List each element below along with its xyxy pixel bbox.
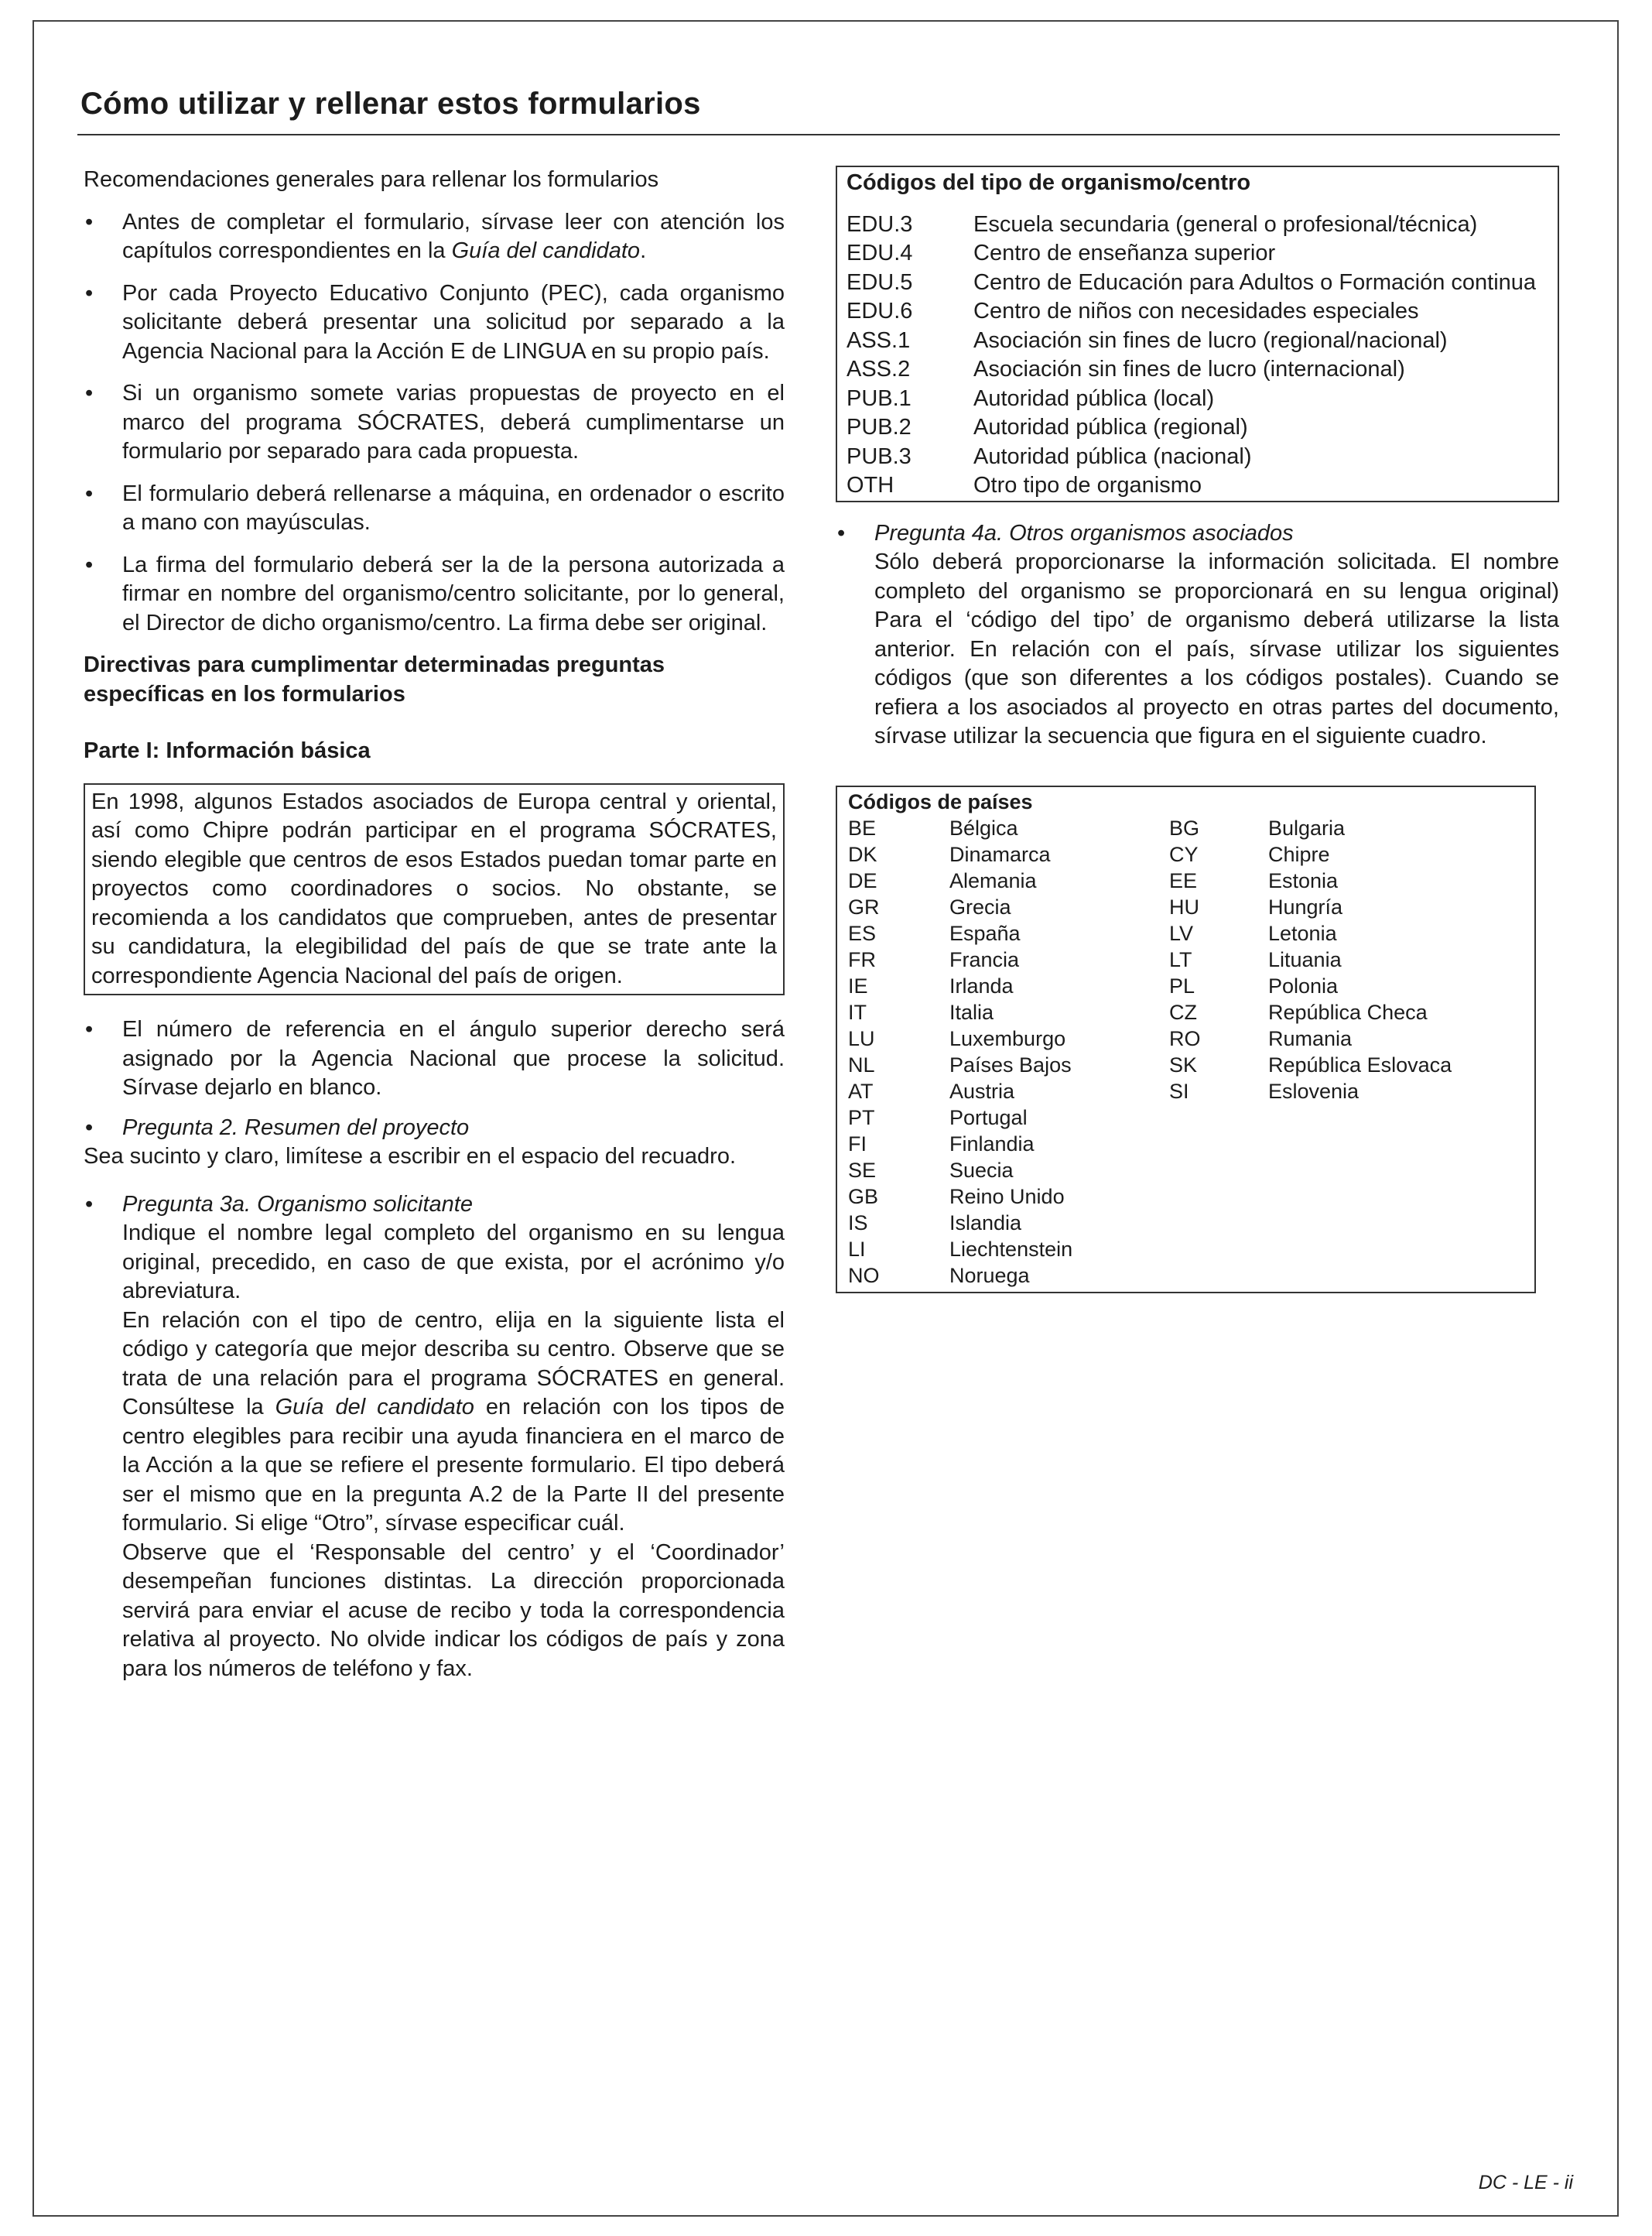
general-recommendations-heading: Recomendaciones generales para rellenar los formularios (84, 167, 659, 192)
country-name: Letonia (1268, 921, 1337, 945)
country-code: GR (848, 895, 880, 919)
country-code: LI (848, 1237, 866, 1261)
country-name: Eslovenia (1268, 1079, 1360, 1103)
list-item: • Por cada Proyecto Educativo Conjunto (PEC), cada organismo solicitante deberá presentar una solicitud por separado a la Agencia Nacional para la Acción E de LINGUA en su propio país. (85, 280, 785, 364)
country-code: CZ (1169, 1000, 1197, 1024)
question-4a-title: Pregunta 4a. Otros organismos asociados (874, 520, 1294, 546)
country-name: Reino Unido (949, 1184, 1065, 1208)
question-3a-list (84, 1190, 785, 1220)
question-3a-paragraph-3: Observe que el ‘Responsable del centro’ y el ‘Coordinador’ desempeñan funciones distintas. La dirección proporcionada servirá para enviar el acuse de recibo y toda la correspondencia relativa al proyecto. No olvide indicar los códigos de país y zona para los números de teléfono y fax. (122, 1539, 785, 1681)
country-code: DK (848, 842, 877, 866)
list-item (836, 519, 1559, 549)
question-3a-paragraph-2: En relación con el tipo de centro, elija en la siguiente lista el código y categoría que mejor describa su centro. Observe que se trata de una relación para el programa SÓCRATES en general. Consúltese la Guía del candidato en relación con los tipos de centro elegibles para recibir una ayuda financiera en el marco de la Acción a la que se refiere el presente formulario. El tipo deberá ser el mismo que en la pregunta A.2 de la Parte II del presente formulario. Si elige “Otro”, sírvase especificar cuál. (122, 1307, 785, 1536)
left-column (84, 166, 785, 1683)
country-code: FI (848, 1132, 867, 1156)
country-name: República Checa (1268, 1000, 1428, 1024)
list-item (84, 1190, 785, 1220)
country-code: DE (848, 868, 877, 892)
country-name: España (949, 921, 1021, 945)
country-name: Bélgica (949, 816, 1018, 840)
bullet-icon: • (85, 1115, 94, 1140)
country-name: Irlanda (949, 974, 1014, 998)
part1-heading: Parte I: Información básica (84, 738, 371, 763)
country-name: Grecia (949, 895, 1011, 919)
country-code: ES (848, 921, 877, 945)
country-code: LT (1169, 947, 1192, 971)
country-code: SI (1169, 1079, 1189, 1103)
country-name: Hungría (1268, 895, 1343, 919)
title-rule (77, 134, 1560, 135)
country-code: AT (848, 1079, 874, 1103)
country-code: BE (848, 816, 877, 840)
country-name: Países Bajos (949, 1053, 1072, 1077)
country-codes-grid (848, 815, 1524, 1289)
general-recommendations-list (84, 208, 785, 639)
code-row: EDU.5 Centro de Educación para Adultos o Formación continua (847, 269, 1537, 295)
country-code: IS (848, 1210, 868, 1234)
country-code: PT (848, 1105, 875, 1129)
country-name: Portugal (949, 1105, 1028, 1129)
question-4a-text: Sólo deberá proporcionarse la información solicitada. El nombre completo del organismo se proporcionará en su lengua original) Para el ‘código del tipo’ de organismo deberá utilizarse la lista anterior. En relación con el país, sírvase utilizar los siguientes códigos (que son diferentes a los códigos postales). Cuando se refiera a los asociados al proyecto en otras partes del documento, sírvase utilizar la secuencia que figura en el siguiente cuadro. (874, 550, 1559, 748)
country-code: LV (1169, 921, 1194, 945)
country-code: EE (1169, 868, 1198, 892)
country-names-column-1 (949, 815, 1169, 1289)
bullet-icon: • (85, 552, 94, 577)
country-code: BG (1169, 816, 1200, 840)
country-code: IT (848, 1000, 867, 1024)
list-item: • Antes de completar el formulario, sírvase leer con atención los capítulos correspondientes en la Guía del candidato. (85, 209, 785, 263)
question-2-text: Sea sucinto y claro, limítese a escribir en el espacio del recuadro. (84, 1144, 737, 1169)
list-item: • Si un organismo somete varias propuestas de proyecto en el marco del programa SÓCRATES, deberá cumplimentarse un formulario por separado para cada propuesta. (85, 381, 785, 464)
country-name: Austria (949, 1079, 1015, 1103)
country-code: SK (1169, 1053, 1198, 1077)
country-name: Alemania (949, 868, 1037, 892)
code-row: ASS.2 Asociación sin fines de lucro (internacional) (847, 357, 1405, 382)
code-row: PUB.2 Autoridad pública (regional) (847, 415, 1248, 440)
list-item: • La firma del formulario deberá ser la de la persona autorizada a firmar en nombre del organismo/centro solicitante, por lo general, el Director de dicho organismo/centro. La firma debe ser original. (85, 552, 785, 635)
bullet-icon: • (85, 1017, 94, 1042)
country-name: Estonia (1268, 868, 1339, 892)
bullet-icon: • (837, 520, 846, 546)
country-codes-column-2 (1169, 815, 1268, 1289)
organisation-codes-box (836, 166, 1559, 502)
country-codes-heading: Códigos de países (848, 789, 1033, 813)
code-row: PUB.3 Autoridad pública (nacional) (847, 443, 1252, 469)
country-name: Finlandia (949, 1132, 1035, 1156)
question-2-title: Pregunta 2. Resumen del proyecto (122, 1115, 470, 1140)
question-4a-list (836, 519, 1559, 549)
country-code: IE (848, 974, 868, 998)
country-code: FR (848, 947, 876, 971)
country-code: PL (1169, 974, 1195, 998)
list-item: • El número de referencia en el ángulo superior derecho será asignado por la Agencia Nacional que procese la solicitud. Sírvase dejarlo en blanco. (85, 1017, 785, 1100)
boxed-note: En 1998, algunos Estados asociados de Europa central y oriental, así como Chipre podrán participar en el programa SÓCRATES, siendo elegible que centros de esos Estados puedan tomar parte en proyectos como coordinadores o socios. No obstante, se recomienda a los candidatos que comprueben, antes de presentar su candidatura, la elegibilidad del país de que se trate ante la correspondiente Agencia Nacional del país de origen. (84, 783, 785, 996)
code-row: OTH Otro tipo de organismo (847, 473, 1202, 498)
list-item: • El formulario deberá rellenarse a máquina, en ordenador o escrito a mano con mayúsculas. (85, 481, 785, 535)
country-name: Liechtenstein (949, 1237, 1073, 1261)
list-item (84, 1114, 785, 1143)
country-name: Islandia (949, 1210, 1022, 1234)
code-row: PUB.1 Autoridad pública (local) (847, 385, 1215, 411)
part1-list (84, 1015, 785, 1142)
country-name: Suecia (949, 1158, 1014, 1182)
country-code: LU (848, 1026, 875, 1050)
country-code: SE (848, 1158, 877, 1182)
country-code: NO (848, 1263, 880, 1287)
code-row: ASS.1 Asociación sin fines de lucro (regional/nacional) (847, 327, 1448, 353)
country-name: Italia (949, 1000, 994, 1024)
question-3a-paragraph-1: Indique el nombre legal completo del organismo en su lengua original, precedido, en caso de que exista, por el acrónimo y/o abreviatura. (122, 1221, 785, 1303)
question-3a-title: Pregunta 3a. Organismo solicitante (122, 1191, 473, 1217)
country-code: HU (1169, 895, 1199, 919)
bullet-icon: • (85, 280, 94, 306)
country-name: Noruega (949, 1263, 1030, 1287)
country-name: Chipre (1268, 842, 1330, 866)
right-column (836, 166, 1559, 1293)
page-footer: DC - LE - ii (1478, 2172, 1573, 2193)
bullet-icon: • (85, 209, 94, 235)
country-name: Dinamarca (949, 842, 1051, 866)
bullet-icon: • (85, 1191, 94, 1217)
country-name: Francia (949, 947, 1020, 971)
country-codes-box (836, 786, 1536, 1293)
country-name: República Eslovaca (1268, 1053, 1452, 1077)
bullet-icon: • (85, 481, 94, 506)
page-title: Cómo utilizar y rellenar estos formularios (80, 87, 701, 121)
bullet-icon: • (85, 381, 94, 406)
country-code: GB (848, 1184, 879, 1208)
code-row: EDU.6 Centro de niños con necesidades especiales (847, 299, 1419, 324)
code-row: EDU.3 Escuela secundaria (general o profesional/técnica) (847, 211, 1478, 237)
country-code: RO (1169, 1026, 1201, 1050)
directives-heading: Directivas para cumplimentar determinadas preguntas específicas en los formularios (84, 652, 665, 707)
country-name: Polonia (1268, 974, 1339, 998)
code-row: EDU.4 Centro de enseñanza superior (847, 241, 1276, 265)
country-name: Bulgaria (1268, 816, 1346, 840)
country-name: Luxemburgo (949, 1026, 1066, 1050)
country-code: NL (848, 1053, 875, 1077)
country-code: CY (1169, 842, 1199, 866)
country-names-column-2 (1268, 815, 1452, 1289)
country-codes-column-1 (848, 815, 949, 1289)
country-name: Lituania (1268, 947, 1342, 971)
country-name: Rumania (1268, 1026, 1353, 1050)
organisation-codes-heading: Códigos del tipo de organismo/centro (847, 170, 1251, 195)
